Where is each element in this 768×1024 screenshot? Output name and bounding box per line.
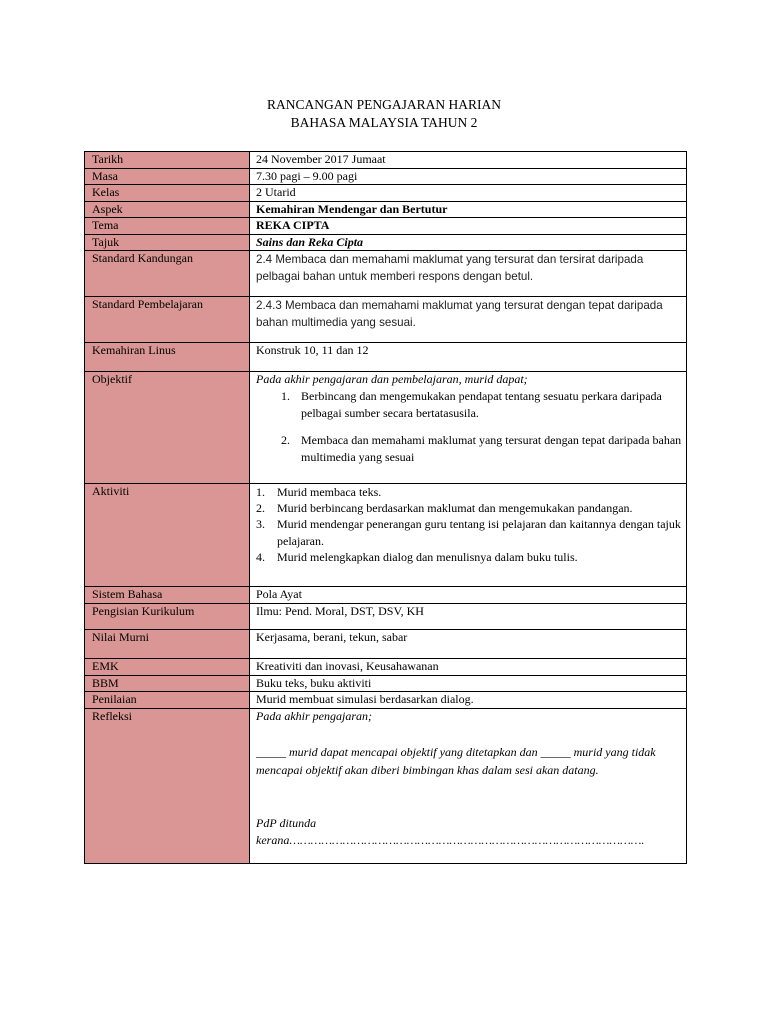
value-nilai-murni: Kerjasama, berani, tekun, sabar [250,630,687,659]
list-item [256,484,686,500]
aktiviti-list [256,484,686,565]
row-nilai-murni [85,630,687,659]
objektif-intro: Pada akhir pengajaran dan pembelajaran, murid dapat; [256,372,528,386]
list-number: 3. [256,517,265,532]
label-standard-kandungan: Standard Kandungan [85,251,250,297]
row-refleksi [85,708,687,863]
list-text: Murid mendengar penerangan guru tentang isi pelajaran dan kaitannya dengan tajuk pelajaran. [277,517,681,548]
refleksi-kerana: kerana………………………………………………………………………………………. [256,833,645,847]
row-sistem-bahasa [85,587,687,604]
label-standard-pembelajaran: Standard Pembelajaran [85,297,250,343]
label-masa: Masa [85,168,250,185]
row-penilaian [85,692,687,709]
objektif-list [256,388,686,467]
list-item [256,549,686,565]
label-bbm: BBM [85,675,250,692]
value-aspek: Kemahiran Mendengar dan Bertutur [250,201,687,218]
list-item [256,500,686,516]
value-aktiviti [250,484,687,587]
label-kelas: Kelas [85,185,250,202]
row-bbm [85,675,687,692]
value-standard-kandungan: 2.4 Membaca dan memahami maklumat yang tersurat dan tersirat daripada pelbagai bahan untuk memberi respons dengan betul. [250,251,687,297]
label-emk: EMK [85,659,250,676]
label-aspek: Aspek [85,201,250,218]
label-objektif: Objektif [85,372,250,484]
refleksi-intro: Pada akhir pengajaran; [256,708,372,723]
row-standard-kandungan [85,251,687,297]
label-tarikh: Tarikh [85,152,250,169]
row-aspek [85,201,687,218]
list-number: 1. [256,485,265,499]
list-number: 2. [281,432,290,447]
list-text: Membaca dan memahami maklumat yang tersurat dengan tepat daripada bahan multimedia yang sesuai [301,432,682,464]
list-number: 2. [256,501,265,516]
list-text: Murid membaca teks. [277,485,382,499]
value-objektif [250,372,687,484]
list-text: Berbincang dan mengemukakan pendapat tentang sesuatu perkara daripada pelbagai sumber secara bertatasusila. [301,388,662,420]
label-kemahiran-linus: Kemahiran Linus [85,343,250,372]
value-emk: Kreativiti dan inovasi, Keusahawanan [250,659,687,676]
value-pengisian-kurikulum: Ilmu: Pend. Moral, DST, DSV, KH [250,604,687,630]
document-title [0,96,768,132]
lesson-plan-table [84,151,687,864]
title-line-1: RANCANGAN PENGAJARAN HARIAN [266,97,501,112]
row-pengisian-kurikulum [85,604,687,630]
list-text: Murid berbincang berdasarkan maklumat dan mengemukakan pandangan. [277,501,633,516]
label-pengisian-kurikulum: Pengisian Kurikulum [85,604,250,630]
value-standard-pembelajaran: 2.4.3 Membaca dan memahami maklumat yang tersurat dengan tepat daripada bahan multimedia yang sesuai. [250,297,687,343]
row-tajuk [85,234,687,251]
label-penilaian: Penilaian [85,692,250,709]
refleksi-pdp: PdP ditunda [256,816,317,830]
label-nilai-murni: Nilai Murni [85,630,250,659]
row-tema [85,218,687,235]
row-aktiviti [85,484,687,587]
list-item [256,516,686,548]
list-number: 1. [281,388,290,403]
value-kemahiran-linus: Konstruk 10, 11 dan 12 [250,343,687,372]
row-kemahiran-linus [85,343,687,372]
list-text: Murid melengkapkan dialog dan menulisnya dalam buku tulis. [277,549,578,564]
row-objektif [85,372,687,484]
label-tema: Tema [85,218,250,235]
row-kelas [85,185,687,202]
list-item [256,432,686,467]
label-sistem-bahasa: Sistem Bahasa [85,587,250,604]
label-tajuk: Tajuk [85,234,250,251]
refleksi-main: _____ murid dapat mencapai objektif yang ditetapkan dan _____ murid yang tidak mencapai objektif akan diberi bimbingan khas dalam sesi akan datang. [256,745,656,777]
list-item [256,388,686,423]
row-tarikh [85,152,687,169]
value-tajuk: Sains dan Reka Cipta [250,234,687,251]
list-number: 4. [256,549,265,564]
value-bbm: Buku teks, buku aktiviti [250,675,687,692]
value-masa: 7.30 pagi – 9.00 pagi [250,168,687,185]
row-emk [85,659,687,676]
title-line-2: BAHASA MALAYSIA TAHUN 2 [290,115,478,130]
label-refleksi: Refleksi [85,708,250,863]
label-aktiviti: Aktiviti [85,484,250,587]
value-sistem-bahasa: Pola Ayat [250,587,687,604]
row-standard-pembelajaran [85,297,687,343]
value-kelas: 2 Utarid [250,185,687,202]
value-tarikh: 24 November 2017 Jumaat [250,152,687,169]
value-refleksi [250,708,687,863]
row-masa [85,168,687,185]
value-tema: REKA CIPTA [250,218,687,235]
value-penilaian: Murid membuat simulasi berdasarkan dialog. [250,692,687,709]
